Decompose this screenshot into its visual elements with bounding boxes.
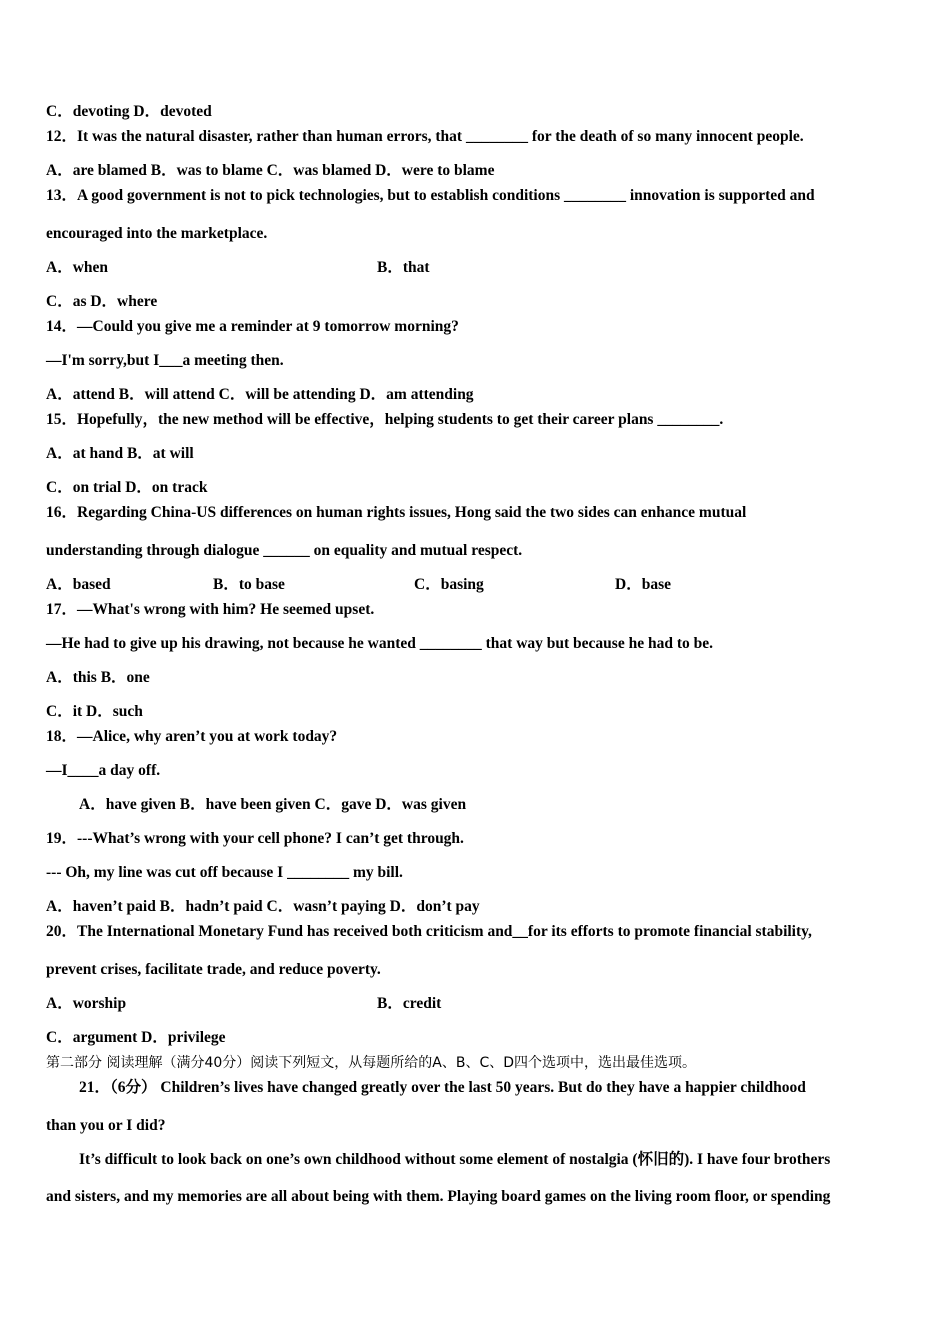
q11-options-cd: C．devoting D．devoted — [46, 103, 212, 120]
q16-stem-cont: understanding through dialogue ______ on equality and mutual respect. — [46, 542, 523, 559]
q16-option-d: D．base — [615, 576, 671, 593]
q13-stem: 13．A good government is not to pick technologies, but to establish conditions ________ innovation is supported and — [46, 187, 815, 204]
q20-stem-cont: prevent crises, facilitate trade, and reduce poverty. — [46, 961, 381, 978]
q13-option-b: B．that — [377, 259, 430, 276]
q15-stem: 15．Hopefully，the new method will be effective，helping students to get their career plans ________. — [46, 411, 724, 428]
q19-options: A．haven’t paid B．hadn’t paid C．wasn’t paying D．don’t pay — [46, 898, 480, 915]
q13-option-a: A．when — [46, 259, 109, 276]
q13-options-cd: C．as D．where — [46, 293, 158, 310]
passage-line-4: and sisters, and my memories are all about being with them. Playing board games on the living room floor, or spending — [46, 1188, 831, 1205]
q18-reply: —I____a day off. — [46, 762, 161, 779]
q15-options-ab: A．at hand B．at will — [46, 445, 194, 462]
passage-line-2: than you or I did? — [46, 1117, 166, 1134]
q18-options: A．have given B．have been given C．gave D．was given — [79, 796, 467, 813]
q14-reply: —I'm sorry,but I___a meeting then. — [46, 352, 284, 369]
q17-stem: 17．—What's wrong with him? He seemed upset. — [46, 601, 375, 618]
passage-line-1: 21．（6分） Children’s lives have changed greatly over the last 50 years. But do they have a happier childhood — [79, 1079, 806, 1096]
section-heading: 第二部分 阅读理解（满分40分）阅读下列短文，从每题所给的A、B、C、D四个选项中，选出最佳选项。 — [46, 1055, 696, 1071]
q17-reply: —He had to give up his drawing, not because he wanted ________ that way but because he had to be. — [46, 635, 713, 652]
q14-options: A．attend B．will attend C．will be attending D．am attending — [46, 386, 474, 403]
q13-stem-cont: encouraged into the marketplace. — [46, 225, 268, 242]
q20-option-b: B．credit — [377, 995, 442, 1012]
q16-stem: 16．Regarding China-US differences on human rights issues, Hong said the two sides can enhance mutual — [46, 504, 747, 521]
q19-stem: 19．---What’s wrong with your cell phone? I can’t get through. — [46, 830, 464, 847]
q14-stem: 14．—Could you give me a reminder at 9 tomorrow morning? — [46, 318, 459, 335]
q16-option-b: B．to base — [213, 576, 285, 593]
q15-options-cd: C．on trial D．on track — [46, 479, 208, 496]
q17-options-cd: C．it D．such — [46, 703, 143, 720]
q12-options: A．are blamed B．was to blame C．was blamed D．were to blame — [46, 162, 495, 179]
q16-option-c: C．basing — [414, 576, 484, 593]
q20-stem: 20．The International Monetary Fund has received both criticism and__for its efforts to promote financial stability, — [46, 923, 812, 940]
passage-line-3: It’s difficult to look back on one’s own childhood without some element of nostalgia (怀旧的). I have four brothers — [79, 1151, 831, 1168]
q20-options-cd: C．argument D．privilege — [46, 1029, 226, 1046]
q19-reply: --- Oh, my line was cut off because I ________ my bill. — [46, 864, 403, 881]
q12-stem: 12．It was the natural disaster, rather than human errors, that ________ for the death of so many innocent people. — [46, 128, 804, 145]
q16-option-a: A．based — [46, 576, 111, 593]
q20-option-a: A．worship — [46, 995, 127, 1012]
q17-options-ab: A．this B．one — [46, 669, 150, 686]
q18-stem: 18．—Alice, why aren’t you at work today? — [46, 728, 338, 745]
